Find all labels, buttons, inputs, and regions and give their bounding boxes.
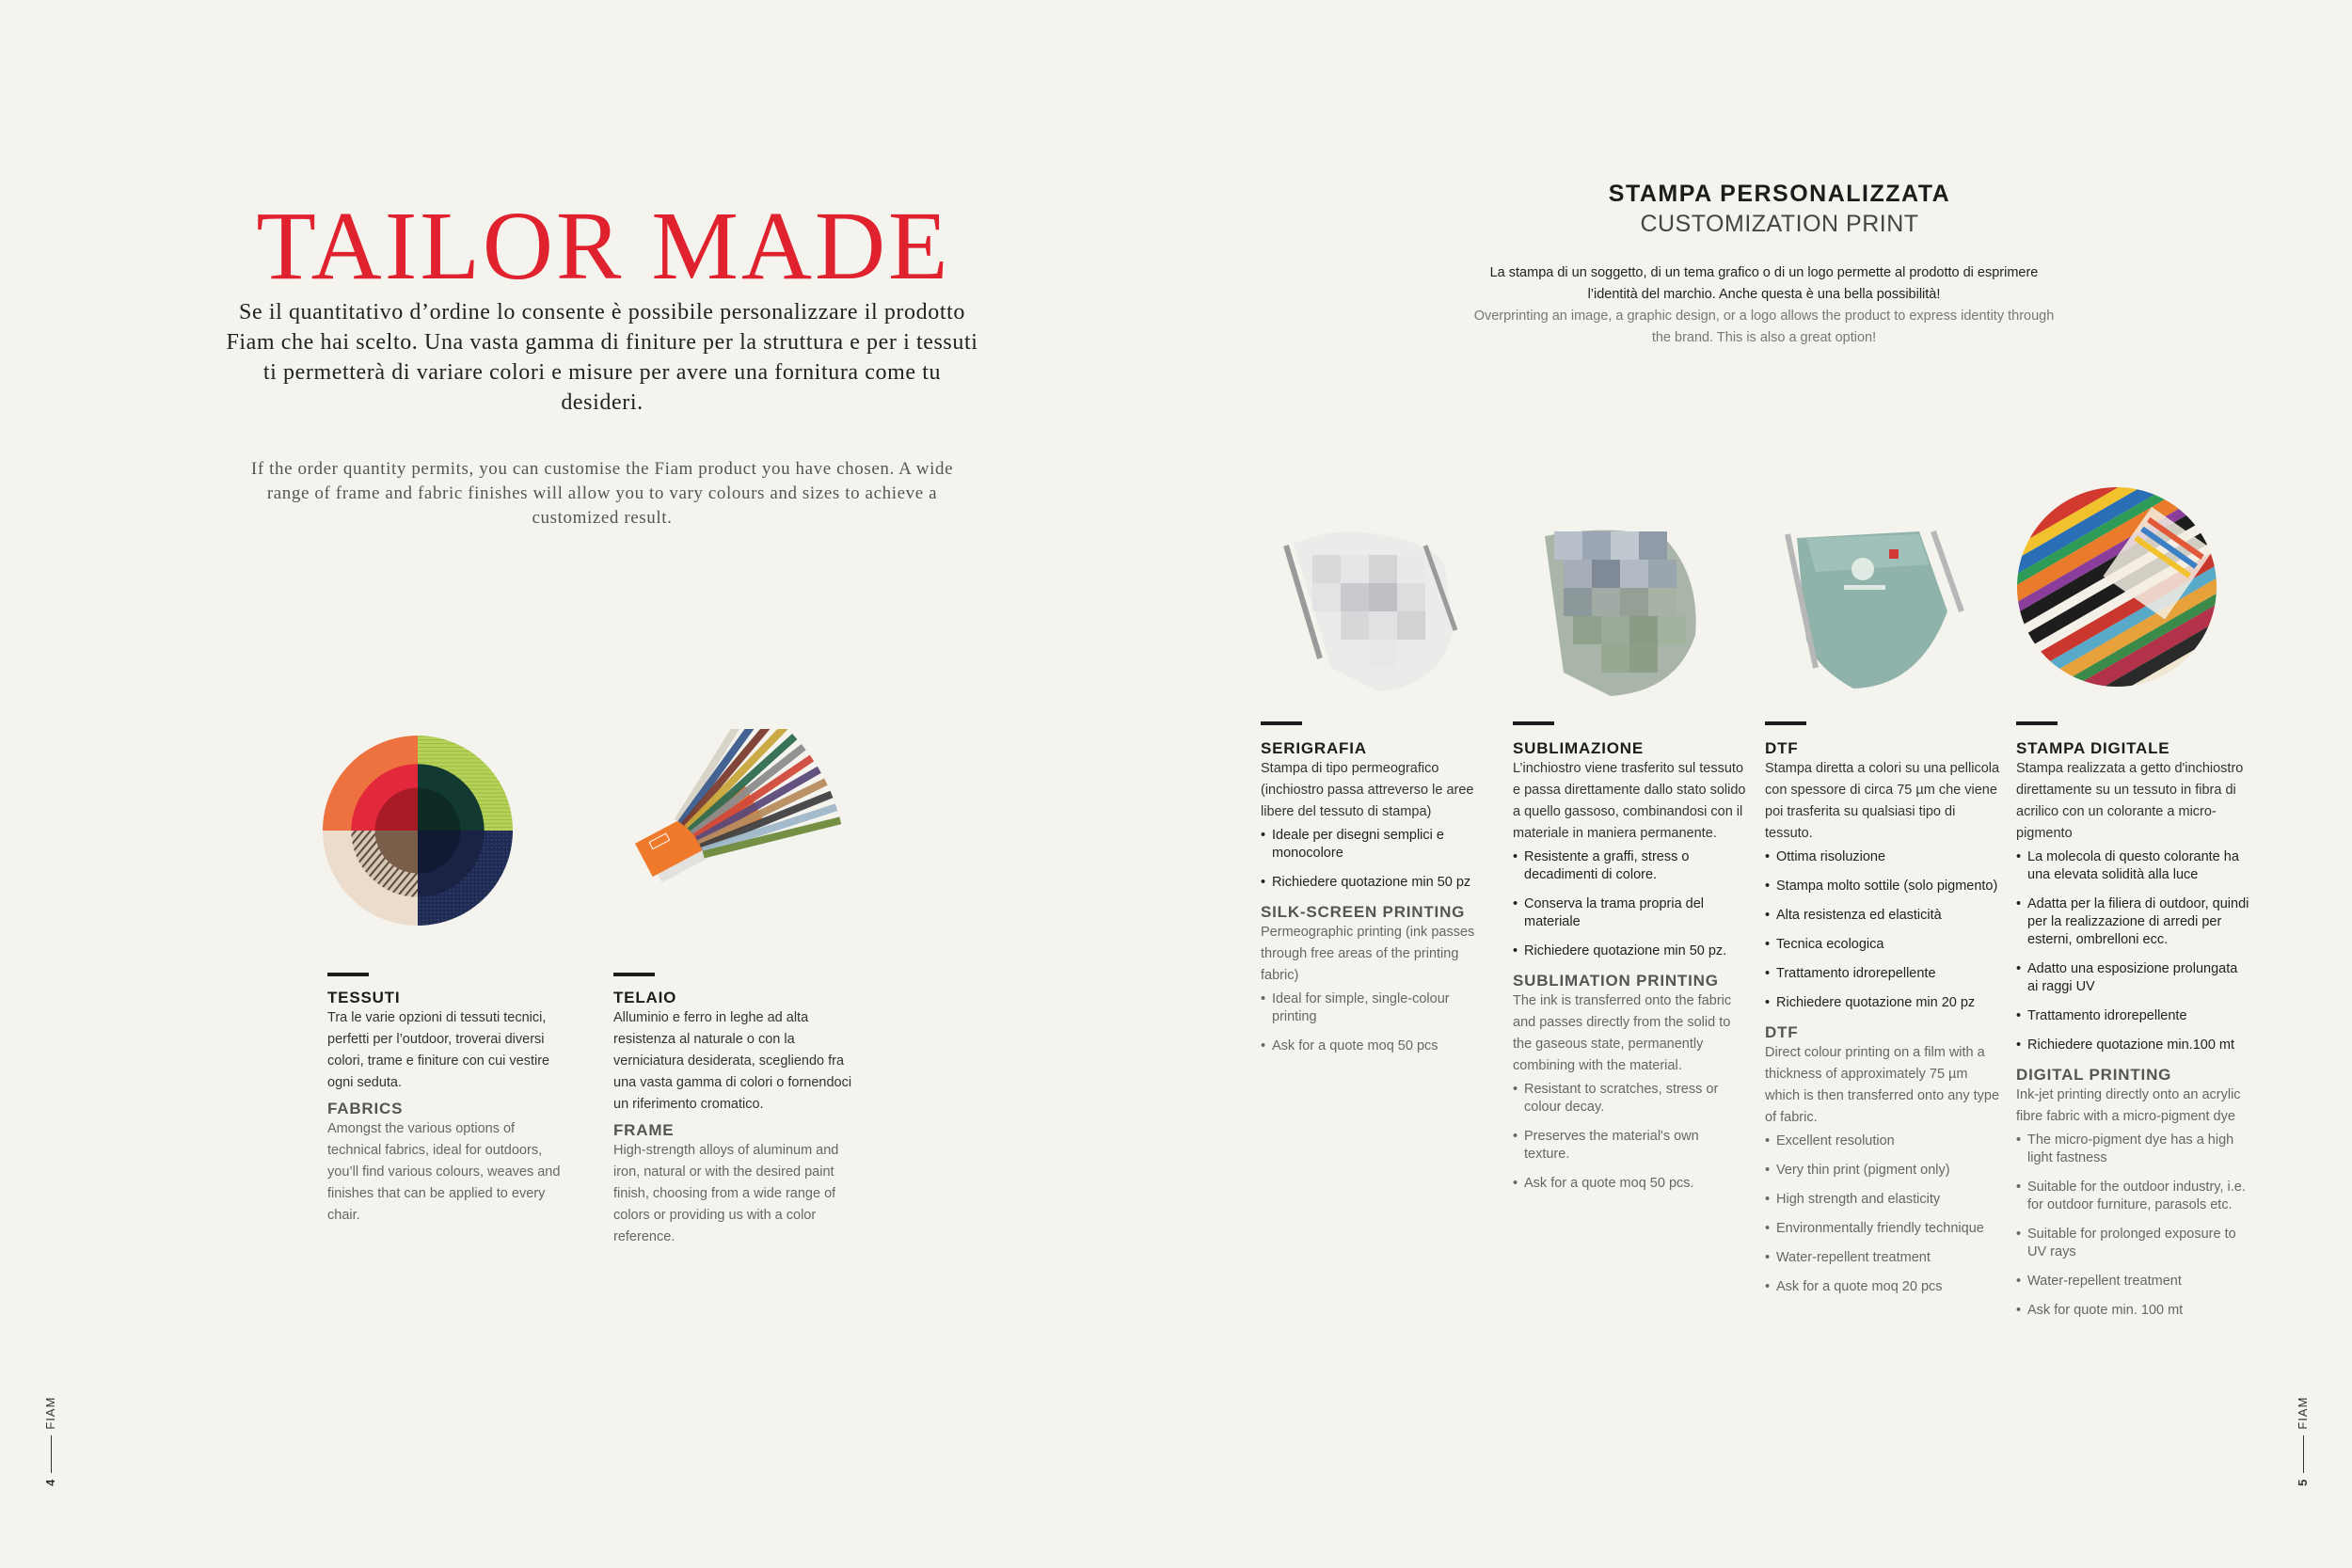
serigrafia-column: [1261, 726, 1496, 1067]
folio-brand: FIAM: [2296, 1396, 2310, 1430]
telaio-divider: [613, 973, 655, 976]
list-item: • Trattamento idrorepellente: [2016, 1007, 2251, 1025]
list-item: • Adatto una esposizione prolungata ai raggi UV: [2016, 960, 2251, 996]
list-item: • Ottima risoluzione: [1765, 848, 2000, 866]
digital-printing-bullets-en: [2016, 1132, 2251, 1320]
stampa-digitale-bullets-it: [2016, 848, 2251, 1054]
list-item: • Conserva la trama propria del materiale: [1513, 895, 1748, 931]
dtf-text: Stampa diretta a colori su una pellicola con spessore di circa 75 µm che viene poi trasferita su qualsiasi tipo di tessuto.: [1765, 761, 2000, 841]
serigrafia-bullets-it: [1261, 827, 1496, 892]
list-item: • Ask for a quote moq 50 pcs: [1261, 1037, 1496, 1055]
list-item: • Alta resistenza ed elasticità: [1765, 907, 2000, 925]
page-folio-left: [43, 1397, 57, 1486]
frame-color-fan-image: [612, 729, 880, 917]
list-item: • Excellent resolution: [1765, 1132, 2000, 1150]
dtf-chair-image: [1778, 527, 1966, 696]
dtf-column: [1765, 726, 2000, 1307]
list-item: • Very thin print (pigment only): [1765, 1162, 2000, 1180]
list-item: • Ideal for simple, single-colour printing: [1261, 990, 1496, 1026]
print-intro-english: Overprinting an image, a graphic design, or a logo allows the product to express identity through the brand. This is also a great option!: [1473, 309, 2055, 345]
digital-printing-text: Ink-jet printing directly onto an acrylic fibre fabric with a micro-pigment dye: [2016, 1087, 2241, 1124]
page-number: 4: [43, 1478, 57, 1486]
list-item: • High strength and elasticity: [1765, 1191, 2000, 1209]
list-item: • Water-repellent treatment: [1765, 1249, 2000, 1267]
fabrics-text: Amongst the various options of technical fabrics, ideal for outdoors, you’ll find various colours, weaves and finishes that can be applied to every chair.: [327, 1121, 561, 1223]
sublimazione-divider: [1513, 721, 1554, 725]
silk-screen-bullets-en: [1261, 990, 1496, 1055]
serigrafia-title: SERIGRAFIA: [1261, 739, 1367, 757]
section-subtitle: CUSTOMIZATION PRINT: [1640, 211, 1919, 237]
dtf-text-en: Direct colour printing on a film with a thickness of approximately 75 µm which is then transferred onto any type of fabric.: [1765, 1045, 2000, 1125]
list-item: • Ideale per disegni semplici e monocolore: [1261, 827, 1496, 863]
dtf-divider: [1765, 721, 1806, 725]
list-item: • Resistant to scratches, stress or colour decay.: [1513, 1081, 1748, 1117]
list-item: • Ask for a quote moq 20 pcs: [1765, 1278, 2000, 1296]
silk-screen-text: Permeographic printing (ink passes through free areas of the printing fabric): [1261, 925, 1475, 983]
list-item: • Tecnica ecologica: [1765, 936, 2000, 954]
section-title: STAMPA PERSONALIZZATA: [1608, 181, 1951, 207]
list-item: • Environmentally friendly technique: [1765, 1220, 2000, 1238]
list-item: • Suitable for prolonged exposure to UV rays: [2016, 1226, 2251, 1261]
stampa-digitale-text: Stampa realizzata a getto d'inchiostro direttamente su un tessuto in fibra di acrilico con un colorante a micro-pigmento: [2016, 761, 2244, 841]
stampa-digitale-column: [2016, 726, 2251, 1331]
stampa-digitale-divider: [2016, 721, 2058, 725]
sublimation-bullets-en: [1513, 1081, 1748, 1193]
fabric-swatch-image: [323, 736, 513, 926]
page-number: 5: [2296, 1478, 2310, 1486]
intro-italian: Se il quantitativo d’ordine lo consente è possibile personalizzare il prodotto Fiam che hai scelto. Una vasta gamma di finiture per la struttura e per i tessuti ti permetterà di variare colori e misure per avere una fornitura come tu desideri.: [226, 300, 978, 415]
frame-title: FRAME: [613, 1121, 675, 1139]
serigrafia-chair-image: [1275, 527, 1463, 696]
sublimazione-column: [1513, 726, 1748, 1204]
telaio-title: TELAIO: [613, 989, 677, 1006]
frame-text: High-strength alloys of aluminum and iron, natural or with the desired paint finish, choosing from a wide range of colors or providing us with a color reference.: [613, 1143, 839, 1244]
list-item: • Richiedere quotazione min 20 pz: [1765, 994, 2000, 1012]
serigrafia-divider: [1261, 721, 1302, 725]
silk-screen-title: SILK-SCREEN PRINTING: [1261, 903, 1466, 921]
list-item: • Adatta per la filiera di outdoor, quindi per la realizzazione di arredi per esterni, ombrelloni ecc.: [2016, 895, 2251, 949]
sublimazione-text: L’inchiostro viene trasferito sul tessuto e passa direttamente dallo stato solido a quello gassoso, combinandosi con il materiale in maniera permanente.: [1513, 761, 1746, 841]
serigrafia-text: Stampa di tipo permeografico (inchiostro passa attreverso le aree libere del tessuto di stampa): [1261, 761, 1474, 819]
tessuti-title: TESSUTI: [327, 989, 401, 1006]
folio-brand: FIAM: [43, 1396, 57, 1430]
telaio-text: Alluminio e ferro in leghe ad alta resistenza al naturale o con la verniciatura desiderata, scegliendo fra una vasta gamma di colori o fornendoci un riferimento cromatico.: [613, 1010, 852, 1112]
sublimation-text: The ink is transferred onto the fabric and passes directly from the solid to the gaseous state, permanently combining with the material.: [1513, 993, 1732, 1073]
list-item: • Resistente a graffi, stress o decadimenti di colore.: [1513, 848, 1748, 884]
list-item: • Trattamento idrorepellente: [1765, 965, 2000, 983]
dtf-title-en: DTF: [1765, 1023, 1799, 1041]
print-intro: [1468, 262, 2060, 349]
list-item: • Suitable for the outdoor industry, i.e. for outdoor furniture, parasols etc.: [2016, 1179, 2251, 1214]
page-folio-right: [2296, 1397, 2310, 1486]
digital-printing-title: DIGITAL PRINTING: [2016, 1066, 2172, 1084]
tessuti-section: [327, 989, 572, 1227]
sublimation-title: SUBLIMATION PRINTING: [1513, 972, 1719, 990]
tessuti-divider: [327, 973, 369, 976]
list-item: • Richiedere quotazione min 50 pz: [1261, 874, 1496, 892]
fabrics-title: FABRICS: [327, 1100, 404, 1117]
list-item: • Preserves the material's own texture.: [1513, 1128, 1748, 1164]
list-item: • Ask for quote min. 100 mt: [2016, 1302, 2251, 1320]
stampa-digitale-title: STAMPA DIGITALE: [2016, 739, 2170, 757]
list-item: • The micro-pigment dye has a high light fastness: [2016, 1132, 2251, 1167]
print-intro-italian: La stampa di un soggetto, di un tema grafico o di un logo permette al prodotto di esprimere l’identità del marchio. Anche questa è una bella possibilità!: [1489, 265, 2039, 302]
dtf-bullets-it: [1765, 848, 2000, 1012]
list-item: • Richiedere quotazione min 50 pz.: [1513, 942, 1748, 960]
list-item: • Ask for a quote moq 50 pcs.: [1513, 1175, 1748, 1193]
dtf-bullets-en: [1765, 1132, 2000, 1296]
list-item: • Water-repellent treatment: [2016, 1273, 2251, 1291]
list-item: • Richiedere quotazione min.100 mt: [2016, 1037, 2251, 1054]
telaio-section: [613, 989, 860, 1248]
list-item: • La molecola di questo colorante ha una elevata solidità alla luce: [2016, 848, 2251, 884]
intro-english: If the order quantity permits, you can customise the Fiam product you have chosen. A wide range of frame and fabric finishes will allow you to vary colours and sizes to achieve a customized result.: [250, 459, 954, 528]
page-title: TAILOR MADE: [256, 191, 951, 300]
list-item: • Stampa molto sottile (solo pigmento): [1765, 878, 2000, 895]
dtf-title: DTF: [1765, 739, 1799, 757]
stampa-digitale-image: [2016, 486, 2218, 689]
sublimazione-title: SUBLIMAZIONE: [1513, 739, 1644, 757]
tessuti-text: Tra le varie opzioni di tessuti tecnici, perfetti per l’outdoor, troverai diversi colori, trame e finiture con cui vestire ogni seduta.: [327, 1010, 550, 1090]
sublimazione-bullets-it: [1513, 848, 1748, 960]
sublimazione-chair-image: [1535, 522, 1705, 701]
